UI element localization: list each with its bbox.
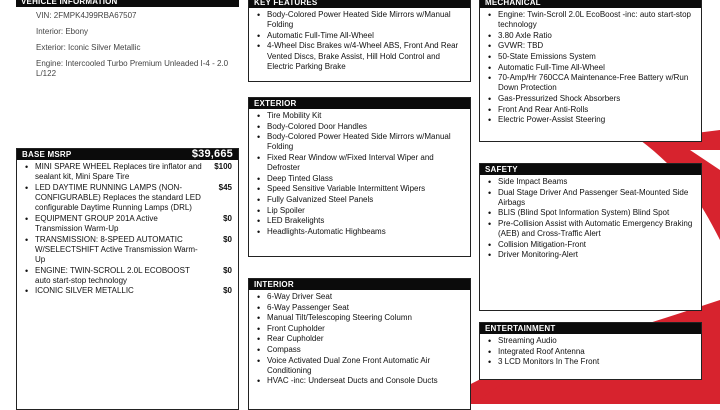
feature-item: • 70-Amp/Hr 760CCA Maintenance-Free Battery w/Run Down Protection [498,73,697,93]
mechanical-section [479,0,702,142]
feature-item: • Side Impact Beams [498,177,697,187]
feature-item: • Gas-Pressurized Shock Absorbers [498,94,697,104]
feature-item: • Fixed Rear Window w/Fixed Interval Wiper and Defroster [267,153,466,173]
feature-item: • Compass [267,345,466,355]
feature-item: • Driver Monitoring-Alert [498,250,697,260]
feature-item: • Tire Mobility Kit [267,111,466,121]
exterior-color-text: Exterior: Iconic Silver Metallic [36,43,141,52]
feature-item: • Deep Tinted Glass [267,174,466,184]
msrp-item: • ICONIC SILVER METALLIC $0 [35,286,232,296]
msrp-item: • ENGINE: TWIN-SCROLL 2.0L ECOBOOST auto start-stop technology $0 [35,266,232,286]
feature-item: • Fully Galvanized Steel Panels [267,195,466,205]
feature-item: • GVWR: TBD [498,41,697,51]
feature-item: • Speed Sensitive Variable Intermittent Wipers [267,184,466,194]
feature-item: • Dual Stage Driver And Passenger Seat-Mounted Side Airbags [498,188,697,208]
vin-text: VIN: 2FMPK4J99RBA67507 [36,11,137,20]
vehicle-info-section [16,0,239,100]
feature-item: • Headlights-Automatic Highbeams [267,227,466,237]
feature-item: • Automatic Full-Time All-Wheel [498,63,697,73]
feature-item: • Electric Power-Assist Steering [498,115,697,125]
key-features-header: KEY FEATURES [249,0,470,8]
feature-item: • Pre-Collision Assist with Automatic Emergency Braking (AEB) and Cross-Traffic Alert [498,219,697,239]
base-msrp-price: $39,665 [191,148,233,160]
interior-header: INTERIOR [249,279,470,290]
feature-item: • 3.80 Axle Ratio [498,31,697,41]
feature-item: • Body-Colored Door Handles [267,122,466,132]
base-msrp-header: BASE MSRP $39,665 [17,149,238,160]
safety-section [479,163,702,311]
engine-text: Engine: Intercooled Turbo Premium Unleaded I-4 - 2.0 L/122 [36,59,229,78]
feature-item: • Integrated Roof Antenna [498,347,697,357]
entertainment-header: ENTERTAINMENT [480,323,701,334]
feature-item: • Collision Mitigation-Front [498,240,697,250]
msrp-item: • EQUIPMENT GROUP 201A Active Transmission Warm-Up $0 [35,214,232,234]
feature-item: • Front And Rear Anti-Rolls [498,105,697,115]
feature-item: • Body-Colored Power Heated Side Mirrors w/Manual Folding [267,132,466,152]
exterior-header: EXTERIOR [249,98,470,109]
feature-item: • Body-Colored Power Heated Side Mirrors w/Manual Folding [267,10,466,30]
entertainment-section [479,322,702,380]
interior-color-text: Interior: Ebony [36,27,89,36]
feature-item: • HVAC -inc: Underseat Ducts and Console Ducts [267,376,466,386]
msrp-item: • TRANSMISSION: 8-SPEED AUTOMATIC W/SELECTSHIFT Active Transmission Warm-Up $0 [35,235,232,266]
feature-item: • 50-State Emissions System [498,52,697,62]
feature-item: • Engine: Twin-Scroll 2.0L EcoBoost -inc: auto start-stop technology [498,10,697,30]
vehicle-info-header: VEHICLE INFORMATION [16,0,239,7]
feature-item: • 4-Wheel Disc Brakes w/4-Wheel ABS, Front And Rear Vented Discs, Brake Assist, Hill Hold Control and Electric Parking Brake [267,41,466,72]
exterior-section [248,97,471,257]
feature-item: • Front Cupholder [267,324,466,334]
interior-section [248,278,471,410]
safety-header: SAFETY [480,164,701,175]
feature-item: • Lip Spoiler [267,206,466,216]
feature-item: • BLIS (Blind Spot Information System) Blind Spot [498,208,697,218]
msrp-item: • LED DAYTIME RUNNING LAMPS (NON-CONFIGURABLE) Replaces the standard LED configurable Daytime Running Lamps (DRL) $45 [35,183,232,214]
feature-item: • Streaming Audio [498,336,697,346]
feature-item: • 3 LCD Monitors In The Front [498,357,697,367]
msrp-item: • MINI SPARE WHEEL Replaces tire inflator and sealant kit, Mini Spare Tire $100 [35,162,232,182]
feature-item: • Voice Activated Dual Zone Front Automatic Air Conditioning [267,356,466,376]
feature-item: • Rear Cupholder [267,334,466,344]
feature-item: • LED Brakelights [267,216,466,226]
base-msrp-section [16,148,239,410]
feature-item: • 6-Way Driver Seat [267,292,466,302]
key-features-section [248,0,471,82]
feature-item: • 6-Way Passenger Seat [267,303,466,313]
mechanical-header: MECHANICAL [480,0,701,8]
feature-item: • Automatic Full-Time All-Wheel [267,31,466,41]
feature-item: • Manual Tilt/Telescoping Steering Column [267,313,466,323]
